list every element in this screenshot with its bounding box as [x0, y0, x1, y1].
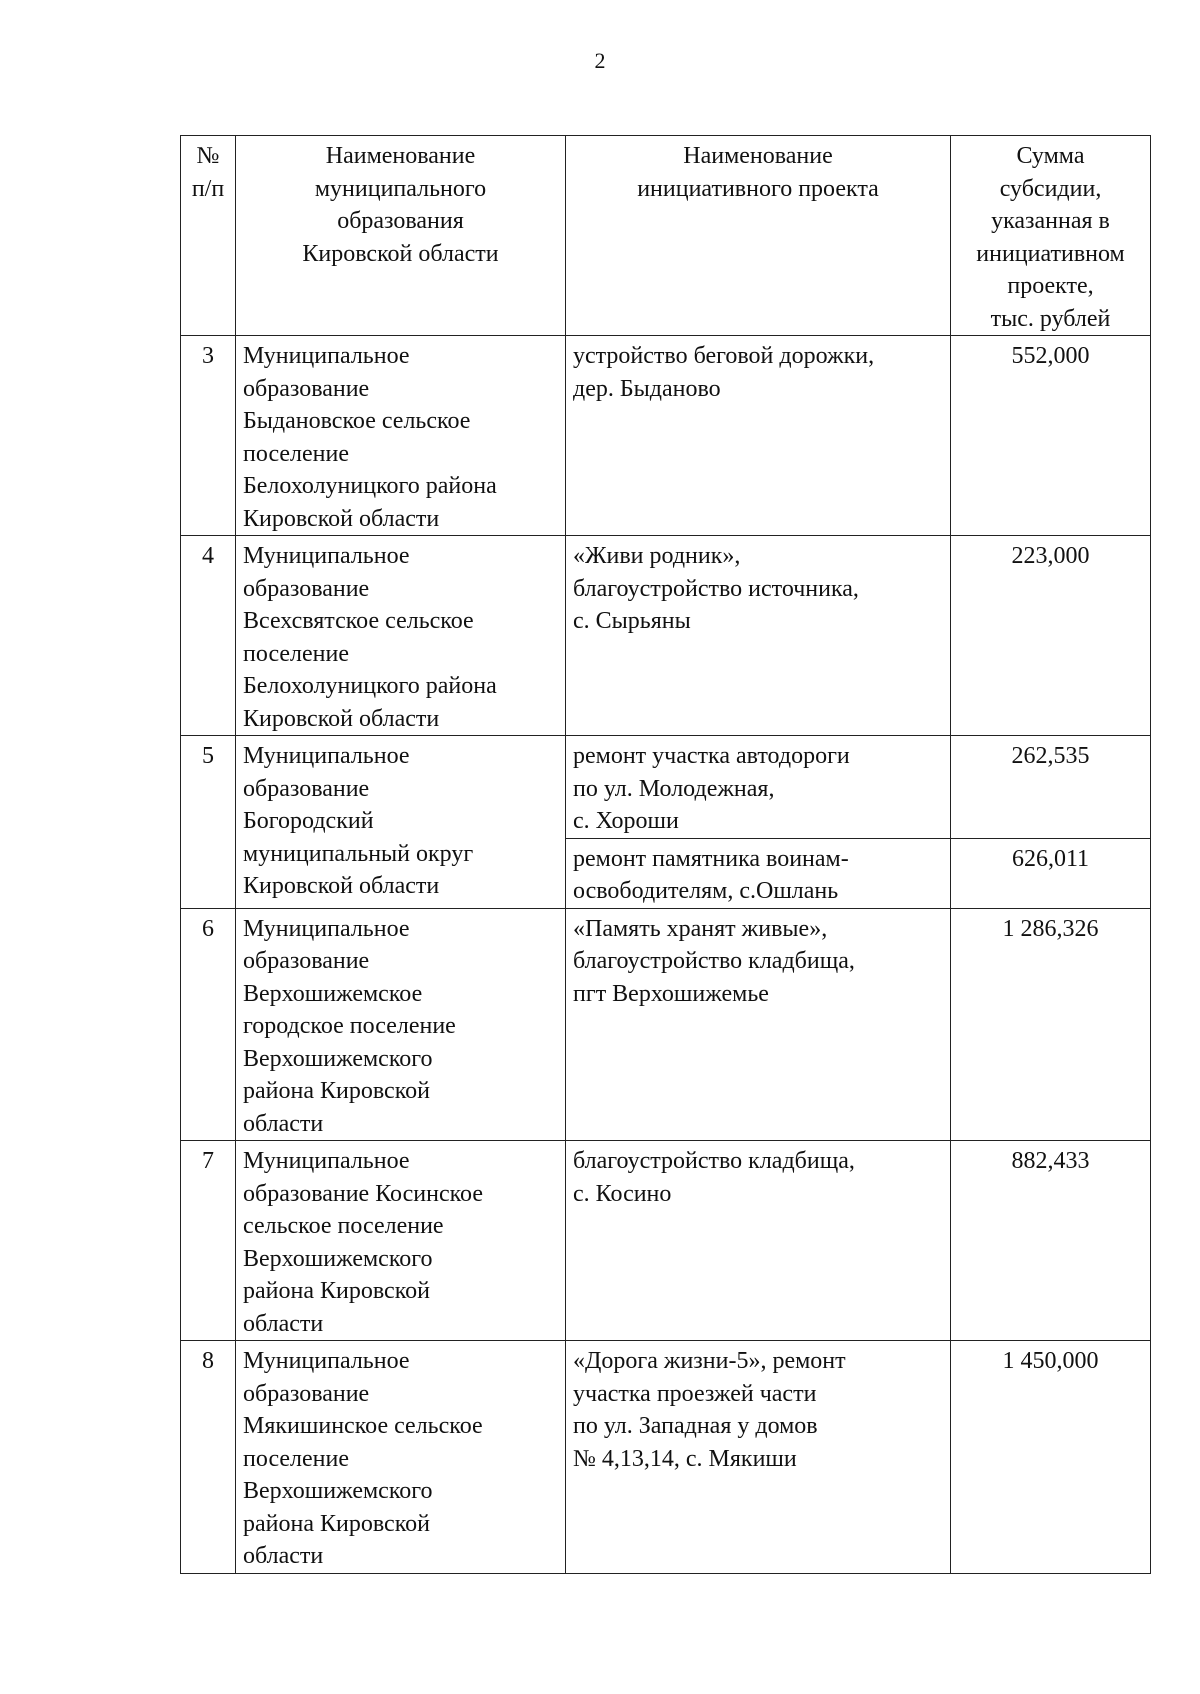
- municipality-cell: Муниципальное образование Богородский муниципальный округ Кировской области: [236, 736, 566, 909]
- project-cell: устройство беговой дорожки, дер. Быданово: [566, 336, 951, 536]
- table-header-row: [181, 136, 1151, 336]
- amount-cell: 1 286,326: [951, 908, 1151, 1141]
- table-row: [181, 736, 1151, 839]
- project-cell: «Память хранят живые», благоустройство кладбища, пгт Верхошижемье: [566, 908, 951, 1141]
- header-municipality: Наименование муниципального образования Кировской области: [236, 136, 566, 336]
- row-number: 8: [181, 1341, 236, 1574]
- project-cell: «Живи родник», благоустройство источника, с. Сырьяны: [566, 536, 951, 736]
- municipality-cell: Муниципальное образование Верхошижемское городское поселение Верхошижемского района Кировской области: [236, 908, 566, 1141]
- municipality-cell: Муниципальное образование Быдановское сельское поселение Белохолуницкого района Кировской области: [236, 336, 566, 536]
- municipality-cell: Муниципальное образование Косинское сельское поселение Верхошижемского района Кировской области: [236, 1141, 566, 1341]
- table-row: [181, 536, 1151, 736]
- subsidy-table: [180, 135, 1151, 1574]
- project-cell: «Дорога жизни-5», ремонт участка проезжей части по ул. Западная у домов № 4,13,14, с. Мякиши: [566, 1341, 951, 1574]
- header-project: Наименование инициативного проекта: [566, 136, 951, 336]
- amount-cell: 882,433: [951, 1141, 1151, 1341]
- municipality-cell: Муниципальное образование Мякишинское сельское поселение Верхошижемского района Кировской области: [236, 1341, 566, 1574]
- amount-cell: 1 450,000: [951, 1341, 1151, 1574]
- project-cell: ремонт участка автодороги по ул. Молодежная, с. Хороши: [566, 736, 951, 839]
- row-number: 3: [181, 336, 236, 536]
- page-number: 2: [594, 48, 606, 73]
- table-row: [181, 336, 1151, 536]
- amount-cell: 262,535: [951, 736, 1151, 839]
- table-row: [181, 1341, 1151, 1574]
- amount-cell: 552,000: [951, 336, 1151, 536]
- municipality-cell: Муниципальное образование Всехсвятское сельское поселение Белохолуницкого района Кировской области: [236, 536, 566, 736]
- header-amount: Сумма субсидии, указанная в инициативном проекте, тыс. рублей: [951, 136, 1151, 336]
- row-number: 4: [181, 536, 236, 736]
- row-number: 7: [181, 1141, 236, 1341]
- table-body: [181, 336, 1151, 1574]
- project-cell: благоустройство кладбища, с. Косино: [566, 1141, 951, 1341]
- amount-cell: 626,011: [951, 838, 1151, 908]
- table-row: [181, 1141, 1151, 1341]
- project-cell: ремонт памятника воинам- освободителям, с.Ошлань: [566, 838, 951, 908]
- table-row: [181, 908, 1151, 1141]
- row-number: 6: [181, 908, 236, 1141]
- header-number: № п/п: [181, 136, 236, 336]
- row-number: 5: [181, 736, 236, 909]
- amount-cell: 223,000: [951, 536, 1151, 736]
